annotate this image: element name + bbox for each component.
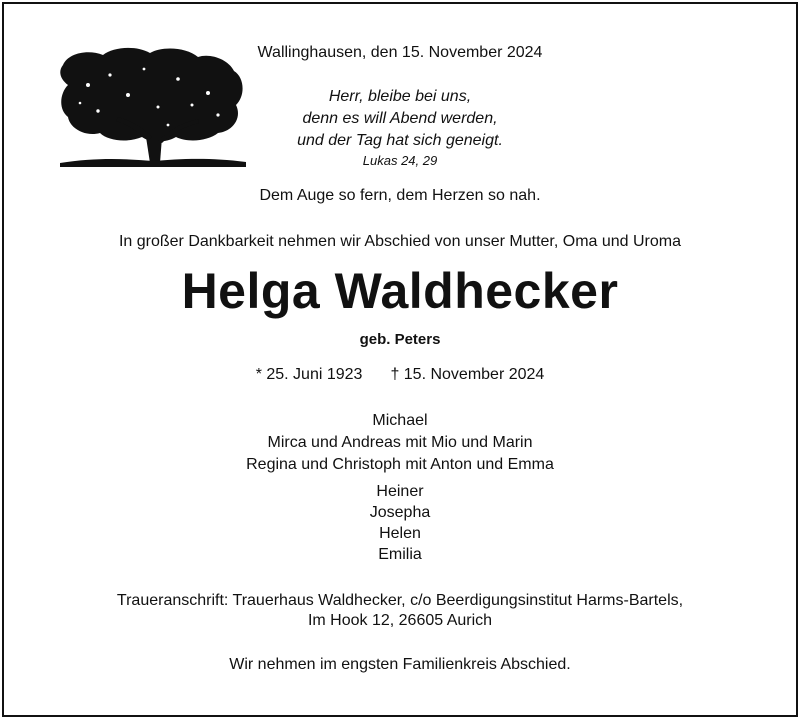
death-date: † 15. November 2024 [390, 366, 545, 383]
verse-line-3: und der Tag hat sich geneigt. [297, 132, 503, 149]
family-member: Michael [372, 412, 428, 429]
maiden-name: geb. Peters [359, 331, 441, 348]
verse-source: Lukas 24, 29 [362, 153, 438, 168]
family-member: Emilia [378, 546, 422, 563]
deceased-name: Helga Waldhecker [181, 263, 619, 319]
place-date: Wallinghausen, den 15. November 2024 [257, 44, 543, 61]
motto: Dem Auge so fern, dem Herzen so nah. [259, 187, 541, 204]
verse-line-2: denn es will Abend werden, [302, 110, 498, 127]
family-member: Helen [379, 525, 421, 542]
intro-text: In großer Dankbarkeit nehmen wir Abschied von unser Mutter, Oma und Uroma [118, 233, 682, 250]
life-dates [0, 366, 800, 384]
family-member: Heiner [376, 483, 424, 500]
verse-line-1: Herr, bleibe bei uns, [328, 88, 472, 105]
family-member: Regina und Christoph mit Anton und Emma [246, 456, 554, 473]
birth-date: * 25. Juni 1923 [255, 366, 363, 383]
closing-text: Wir nehmen im engsten Familienkreis Abschied. [229, 656, 571, 673]
family-member: Mirca und Andreas mit Mio und Marin [267, 434, 533, 451]
address-line-1: Traueranschrift: Trauerhaus Waldhecker, c/o Beerdigungsinstitut Harms-Bartels, [116, 592, 684, 609]
address-line-2: Im Hook 12, 26605 Aurich [307, 612, 493, 629]
tree-icon [58, 45, 248, 170]
family-member: Josepha [369, 504, 431, 521]
